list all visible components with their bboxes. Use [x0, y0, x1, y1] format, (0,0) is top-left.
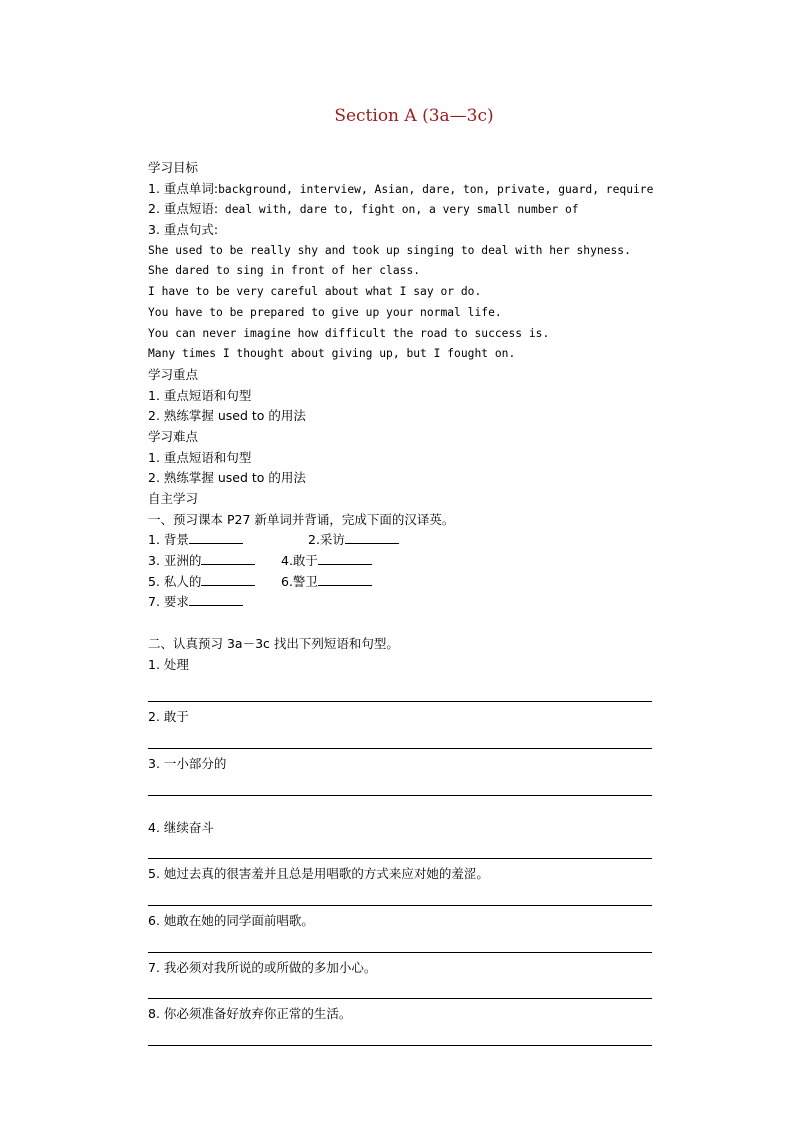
answer-line-7[interactable] [148, 978, 652, 999]
key-phrases: deal with, dare to, fight on, a very small number of [218, 203, 579, 217]
sentence-4: You have to be prepared to give up your normal life. [148, 305, 502, 319]
sentence-5: You can never imagine how difficult the road to success is. [148, 326, 550, 340]
vocab-4 [281, 551, 372, 572]
difficulty-1: 1. 重点短语和句型 [148, 449, 252, 465]
vocab-3-label: 3. 亚洲的 [148, 553, 202, 569]
key-words: background, interview, Asian, dare, ton, private, guard, require [218, 182, 654, 196]
vocab-2 [308, 530, 399, 551]
worksheet-body [148, 158, 688, 1046]
answer-line-2[interactable] [148, 728, 652, 749]
question-3: 3. 一小部分的 [148, 755, 227, 771]
vocab-1 [148, 532, 243, 547]
vocab-4-blank[interactable] [318, 551, 372, 565]
vocab-5-label: 5. 私人的 [148, 573, 202, 589]
question-6: 6. 她敢在她的同学面前唱歌。 [148, 912, 314, 928]
vocab-2-blank[interactable] [345, 530, 399, 544]
objective-item-2-label: 2. 重点短语: [148, 201, 219, 217]
vocab-row-4 [148, 592, 688, 613]
answer-line-5[interactable] [148, 885, 652, 906]
key-point-1: 1. 重点短语和句型 [148, 387, 252, 403]
vocab-5 [148, 574, 255, 589]
sentence-1: She used to be really shy and took up singing to deal with her shyness. [148, 243, 631, 257]
key-points-heading: 学习重点 [148, 366, 199, 382]
answer-line-8[interactable] [148, 1025, 652, 1046]
vocab-1-blank[interactable] [189, 530, 243, 544]
answer-line-1[interactable] [148, 675, 652, 702]
page-title: Section A (3a—3c) [334, 106, 494, 126]
part1-instruction: 一、预习课本 P27 新单词并背诵，完成下面的汉译英。 [148, 511, 455, 527]
vocab-7 [148, 594, 243, 609]
question-5: 5. 她过去真的很害羞并且总是用唱歌的方式来应对她的羞涩。 [148, 866, 489, 882]
vocab-row-1 [148, 530, 688, 551]
answer-line-3[interactable] [148, 775, 652, 796]
question-8: 8. 你必须准备好放弃你正常的生活。 [148, 1006, 352, 1022]
objective-item-1-label: 1. 重点单词: [148, 180, 219, 196]
vocab-1-label: 1. 背景 [148, 532, 189, 548]
vocab-row-3 [148, 572, 688, 593]
vocab-5-blank[interactable] [201, 572, 255, 586]
objective-item-2 [148, 199, 688, 220]
question-2: 2. 敢于 [148, 709, 189, 725]
sentence-3: I have to be very careful about what I say or do. [148, 285, 482, 299]
self-study-heading: 自主学习 [148, 491, 199, 506]
question-1: 1. 处理 [148, 656, 189, 672]
objectives-heading: 学习目标 [148, 160, 199, 175]
vocab-6-blank[interactable] [318, 572, 372, 586]
vocab-row-2 [148, 551, 688, 572]
part2-instruction: 二、认真预习 3a－3c 找出下列短语和句型。 [148, 635, 399, 651]
sentence-2: She dared to sing in front of her class. [148, 264, 421, 278]
difficulties-heading: 学习难点 [148, 428, 199, 444]
vocab-6 [281, 572, 372, 593]
question-4: 4. 继续奋斗 [148, 819, 214, 835]
vocab-2-label: 2.采访 [308, 532, 345, 548]
key-point-2: 2. 熟练掌握 used to 的用法 [148, 408, 306, 424]
vocab-7-label: 7. 要求 [148, 594, 189, 610]
answer-line-4[interactable] [148, 838, 652, 859]
vocab-3-blank[interactable] [201, 551, 255, 565]
vocab-4-label: 4.敢于 [281, 553, 318, 569]
vocab-3 [148, 553, 255, 568]
answer-line-6[interactable] [148, 932, 652, 953]
vocab-7-blank[interactable] [189, 592, 243, 606]
objective-item-3: 3. 重点句式: [148, 222, 219, 238]
difficulty-2: 2. 熟练掌握 used to 的用法 [148, 470, 306, 486]
section-spacer [148, 613, 688, 634]
sentence-6: Many times I thought about giving up, but I fought on. [148, 347, 516, 361]
question-7: 7. 我必须对我所说的或所做的多加小心。 [148, 959, 377, 975]
objective-item-1 [148, 179, 688, 200]
vocab-6-label: 6.警卫 [281, 573, 318, 589]
